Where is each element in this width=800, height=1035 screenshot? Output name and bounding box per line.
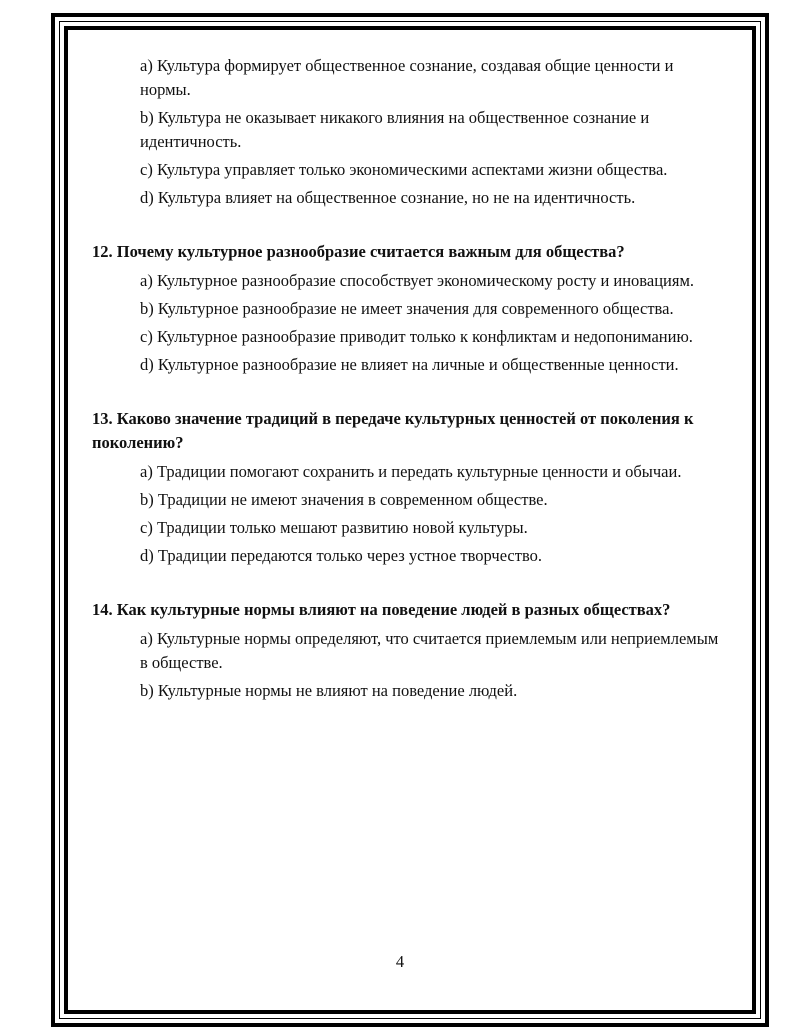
question-block-11 <box>92 54 732 210</box>
answer-option: a) Культурные нормы определяют, что считается приемлемым или неприемлемым в обществе. <box>140 629 719 672</box>
answer-option: b) Культура не оказывает никакого влияния на общественное сознание и идентичность. <box>140 108 650 151</box>
page-number: 4 <box>395 952 405 971</box>
answer-option: d) Культурное разнообразие не влияет на личные и общественные ценности. <box>140 355 679 374</box>
question-text: 12. Почему культурное разнообразие считается важным для общества? <box>92 242 625 261</box>
spacer <box>92 214 732 240</box>
answer-option: c) Традиции только мешают развитию новой культуры. <box>140 518 528 537</box>
answer-option: c) Культура управляет только экономическими аспектами жизни общества. <box>140 160 668 179</box>
answer-option: c) Культурное разнообразие приводит только к конфликтам и недопониманию. <box>140 327 693 346</box>
question-text: 13. Каково значение традиций в передаче культурных ценностей от поколения к поколению? <box>92 409 694 452</box>
answer-option: b) Культурные нормы не влияют на поведение людей. <box>140 681 518 700</box>
answer-option: a) Традиции помогают сохранить и передать культурные ценности и обычаи. <box>140 462 682 481</box>
question-block-12 <box>92 240 732 377</box>
question-text: 14. Как культурные нормы влияют на поведение людей в разных обществах? <box>92 600 671 619</box>
answer-option: a) Культура формирует общественное сознание, создавая общие ценности и нормы. <box>140 56 674 99</box>
answer-option: d) Традиции передаются только через устное творчество. <box>140 546 543 565</box>
document-content <box>92 54 732 707</box>
answer-option: d) Культура влияет на общественное сознание, но не на идентичность. <box>140 188 636 207</box>
answer-option: b) Традиции не имеют значения в современном обществе. <box>140 490 548 509</box>
question-block-13 <box>92 407 732 568</box>
question-block-14 <box>92 598 732 703</box>
spacer <box>92 572 732 598</box>
spacer <box>92 381 732 407</box>
answer-option: a) Культурное разнообразие способствует экономическому росту и иновациям. <box>140 271 695 290</box>
answer-option: b) Культурное разнообразие не имеет значения для современного общества. <box>140 299 674 318</box>
